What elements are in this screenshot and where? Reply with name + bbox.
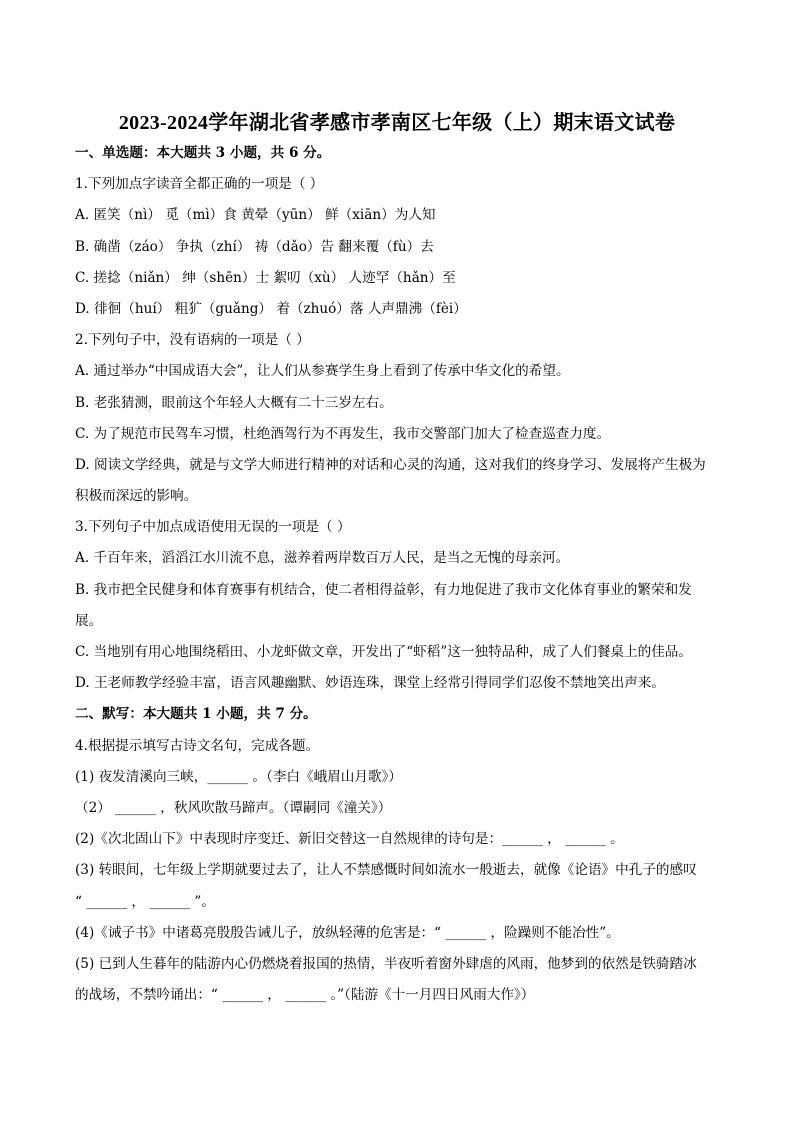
question-3-option-a: A. 千百年来，滔滔江水川流不息，滋养着两岸数百万人民，是当之无愧的母亲河。 — [75, 550, 570, 567]
question-4-item: （2） ______ ，秋风吹散马蹄声。（谭嗣同《潼关》） — [75, 799, 392, 816]
question-1-option-b: B. 确凿（záo） 争执（zhí） 祷（dǎo）告 翻来覆（fù）去 — [75, 238, 434, 255]
question-1-option-d: D. 徘徊（huí） 粗犷（guǎng） 着（zhuó）落 人声鼎沸（fèi） — [75, 300, 467, 317]
question-2-option-a: A. 通过举办“中国成语大会”，让人们从参赛学生身上看到了传承中华文化的希望。 — [75, 363, 570, 380]
exam-title: 2023-2024学年湖北省孝感市孝南区七年级（上）期末语文试卷 — [118, 112, 676, 134]
section-1-heading: 一、单选题：本大题共 3 小题，共 6 分。 — [75, 145, 331, 161]
question-2-option-d-cont: 积极而深远的影响。 — [75, 488, 198, 505]
question-3-stem: 3.下列句子中加点成语使用无误的一项是（ ） — [75, 519, 351, 536]
question-3-option-c: C. 当地别有用心地围绕稻田、小龙虾做文章，开发出了“虾稻”这一独特品种，成了人们餐桌上的佳品。 — [75, 644, 692, 660]
question-4-item-cont: “ ______ ， ______ ”。 — [75, 893, 215, 910]
question-3-option-d: D. 王老师教学经验丰富，语言风趣幽默、妙语连珠，课堂上经常引得同学们忍俊不禁地笑出声来。 — [75, 675, 665, 692]
question-4-item: (1) 夜发清溪向三峡，______ 。（李白《峨眉山月歌》） — [75, 768, 402, 785]
exam-content — [75, 138, 727, 1011]
question-4-stem: 4.根据提示填写古诗文名句，完成各题。 — [75, 737, 320, 754]
question-4-item: (2)《次北固山下》中表现时序变迁、新旧交替这一自然规律的诗句是：______ ， ______ 。 — [75, 831, 624, 848]
question-2-option-b: B. 老张猜测，眼前这个年轻人大概有二十三岁左右。 — [75, 394, 393, 411]
question-1-option-c: C. 搓捻（niǎn） 绅（shēn）士 絮叨（xù） 人迹罕（hǎn）至 — [75, 269, 456, 286]
question-4-item-cont: 的战场，不禁吟诵出：“ ______ ， ______ 。”（陆游《十一月四日风雨大作》） — [75, 987, 535, 1004]
question-4-item: (4)《诫子书》中诸葛亮殷殷告诫儿子，放纵轻薄的危害是：“ ______ ，险躁则不能冶性”。 — [75, 924, 620, 941]
question-4-item: (3) 转眼间，七年级上学期就要过去了，让人不禁感慨时间如流水一般逝去，就像《论语》中孔子的感叹 — [75, 862, 697, 879]
question-1-option-a: A. 匿笑（nì） 觅（mì）食 黄晕（yūn） 鲜（xiān）为人知 — [75, 207, 436, 224]
question-3-option-b: B. 我市把全民健身和体育赛事有机结合，使二者相得益彰，有力地促进了我市文化体育事业的繁荣和发 — [75, 581, 692, 598]
question-1-stem: 1.下列加点字读音全都正确的一项是（ ） — [75, 176, 324, 193]
question-2-option-d: D. 阅读文学经典，就是与文学大师进行精神的对话和心灵的沟通，这对我们的终身学习、发展将产生极为 — [75, 456, 706, 473]
section-2-heading: 二、默写：本大题共 1 小题，共 7 分。 — [75, 706, 317, 723]
question-2-stem: 2.下列句子中，没有语病的一项是（ ） — [75, 332, 310, 349]
question-2-option-c: C. 为了规范市民驾车习惯，杜绝酒驾行为不再发生，我市交警部门加大了检查巡查力度。 — [75, 425, 611, 442]
question-4-item: (5) 已到人生暮年的陆游内心仍燃烧着报国的热情，半夜听着窗外肆虐的风雨，他梦到的依然是铁骑踏冰 — [75, 955, 697, 972]
question-3-option-b-cont: 展。 — [75, 612, 103, 629]
